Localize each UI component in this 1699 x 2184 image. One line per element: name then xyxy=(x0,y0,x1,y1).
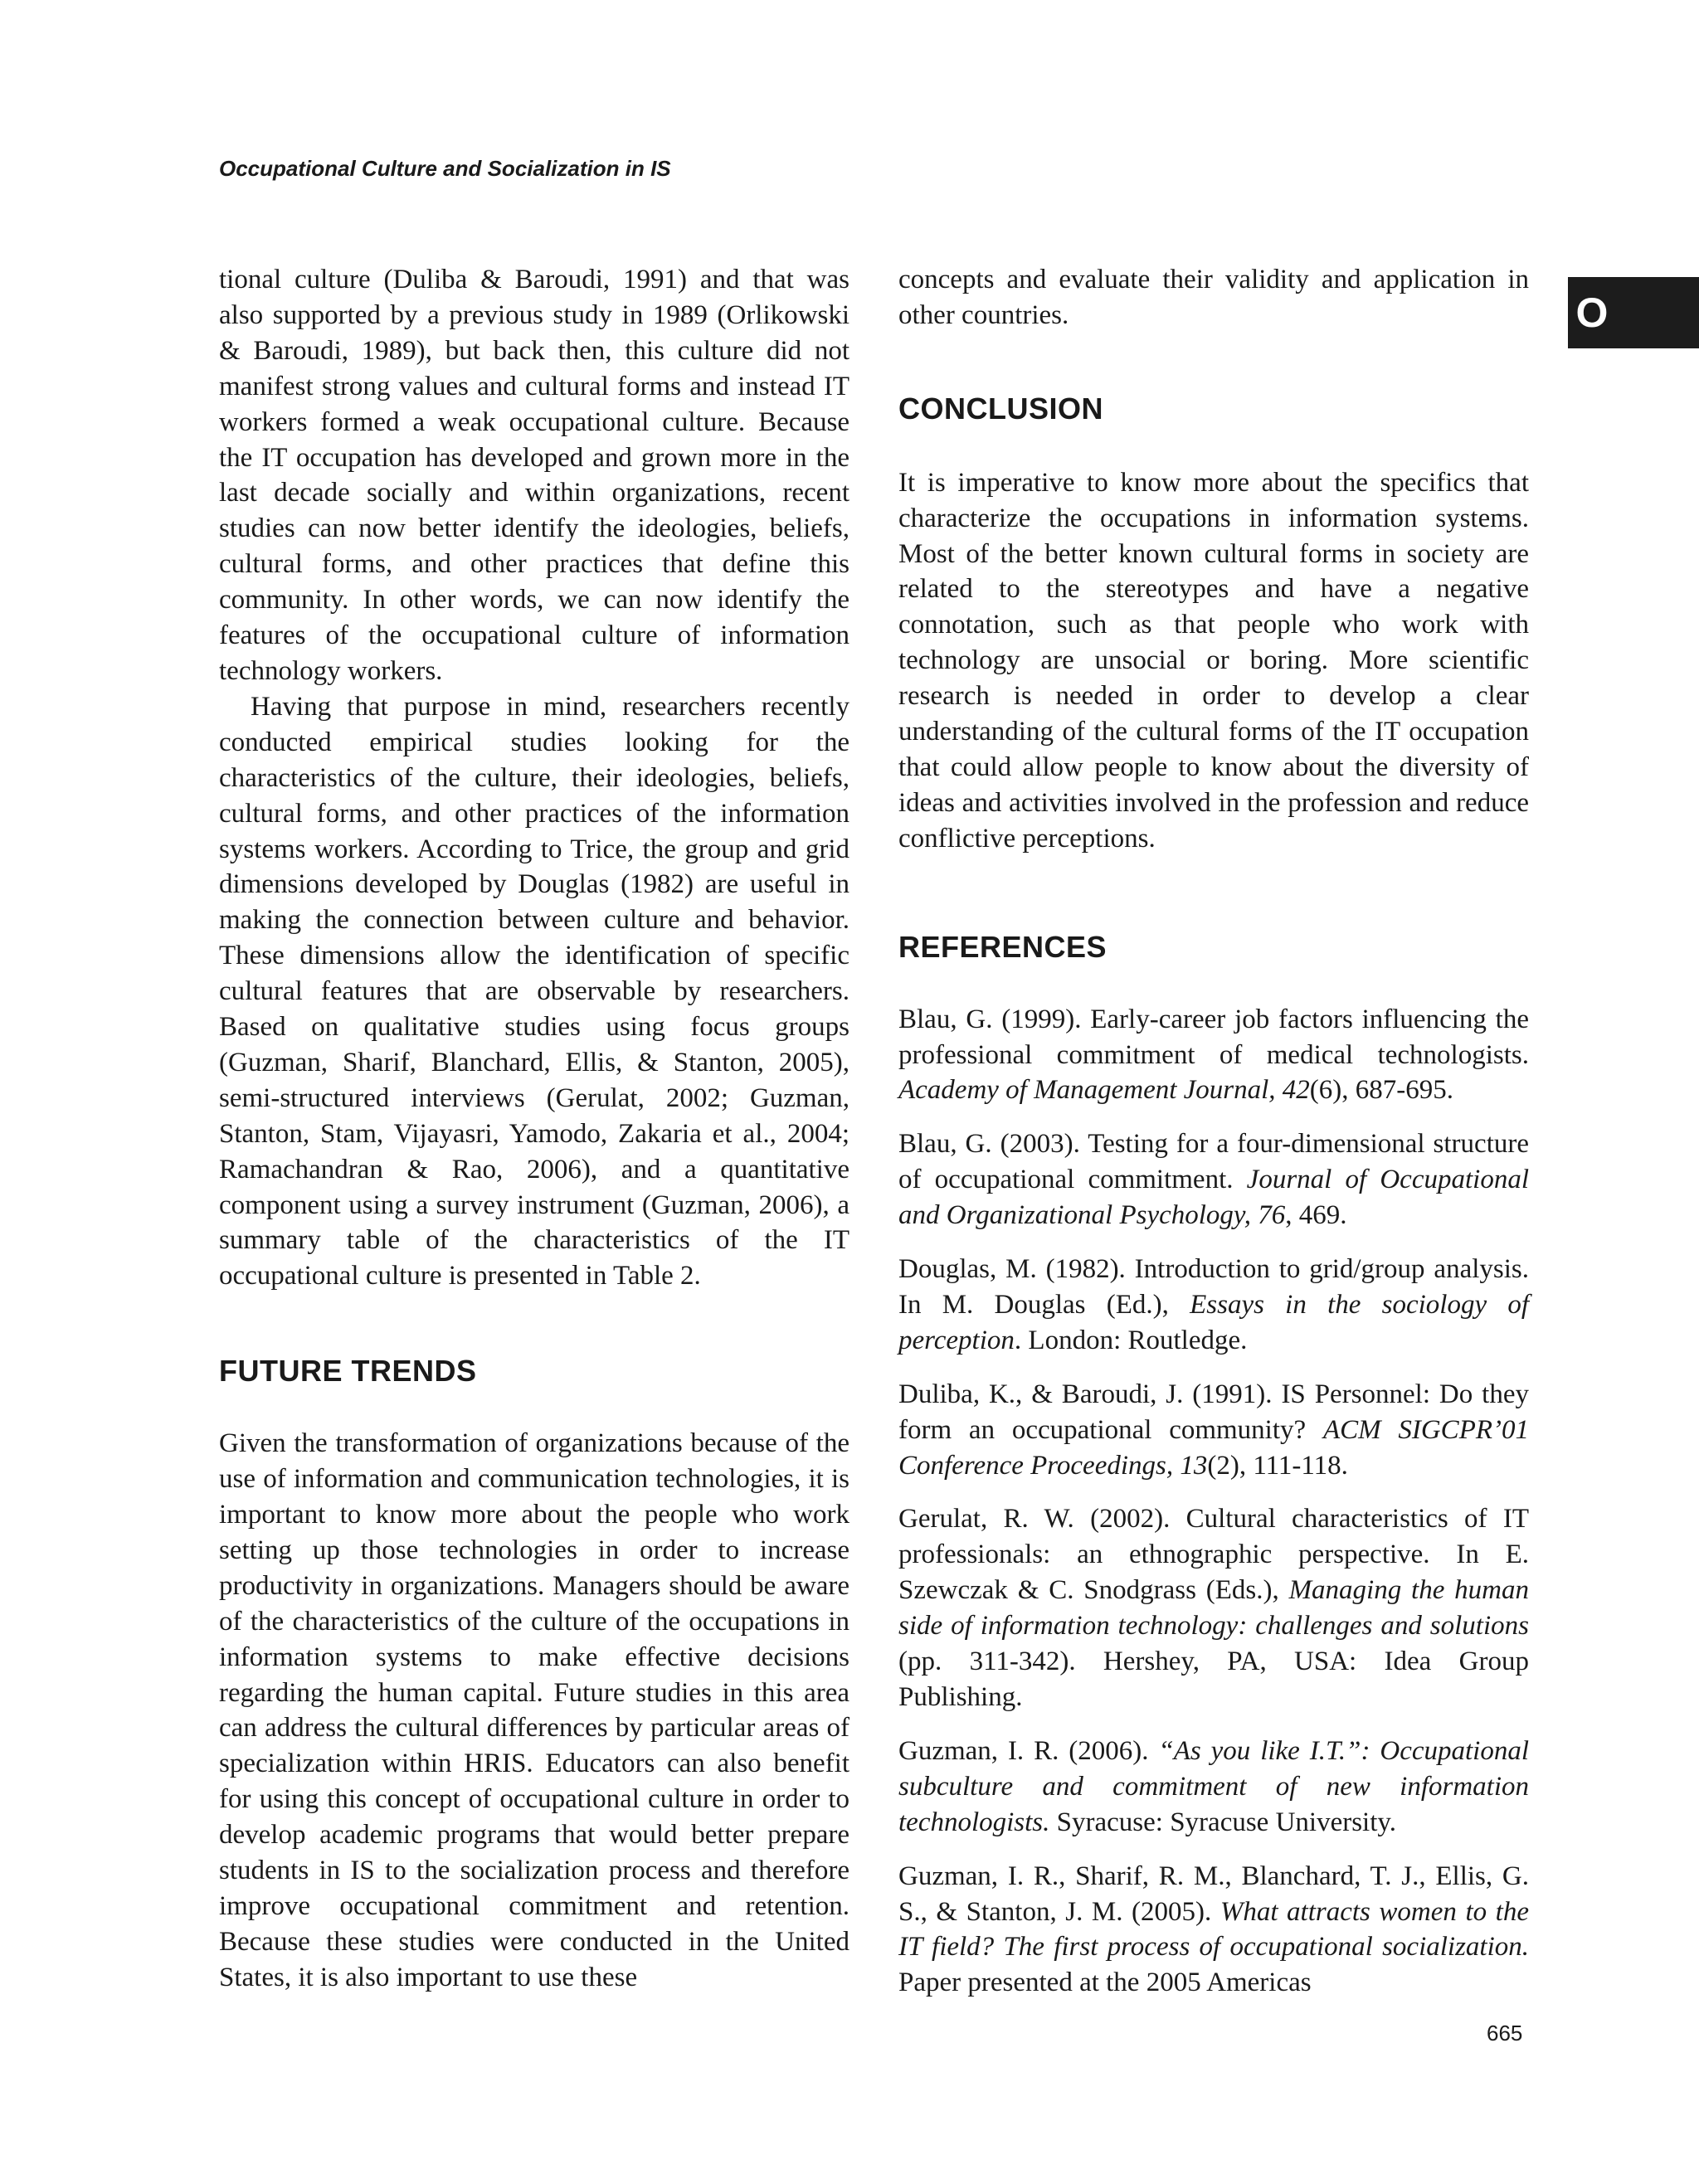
reference-entry: Blau, G. (2003). Testing for a four-dimensional structure of occupational commitment. Journal of Occupational and Organizational Psychology, 76, 469. xyxy=(898,1129,1529,1231)
running-head: Occupational Culture and Socialization in IS xyxy=(219,156,671,181)
reference-entry: Duliba, K., & Baroudi, J. (1991). IS Personnel: Do they form an occupational community? ACM SIGCPR’01 Conference Proceedings, 13(2), 111-118. xyxy=(898,1379,1530,1481)
body-paragraph: It is imperative to know more about the specifics that characterize the occupations in information systems. Most of the better known cultural forms in society are related to the stereotypes and have a negative connotation, such as that people who work with technology are unsocial or boring. More scientific research is needed in order to develop a clear understanding of the cultural forms of the IT occupation that could allow people to know about the diversity of ideas and activities involved in the profession and reduce conflictive perceptions. xyxy=(898,467,1529,854)
future-trends-heading: FUTURE TRENDS xyxy=(219,1354,477,1389)
reference-entry: Douglas, M. (1982). Introduction to grid/group analysis. In M. Douglas (Ed.), Essays in the sociology of perception. London: Routledge. xyxy=(898,1254,1529,1355)
page-number: 665 xyxy=(1487,2021,1523,2045)
reference-entry: Guzman, I. R., Sharif, R. M., Blanchard, T. J., Ellis, G. S., & Stanton, J. M. (2005). What attracts women to the IT field? The first process of occupational socialization. Paper presented at the 2005 Americas xyxy=(898,1861,1529,1998)
body-paragraph: tional culture (Duliba & Baroudi, 1991) and that was also supported by a previous study in 1989 (Orlikowski & Baroudi, 1989), but back then, this culture did not manifest strong values and cultural forms and instead IT workers formed a weak occupational culture. Because the IT occupation has developed and grown more in the last decade socially and within organizations, recent studies can now better identify the ideologies, beliefs, cultural forms, and other practices that define this community. In other words, we can now identify the features of the occupational culture of information technology workers. xyxy=(219,265,850,686)
left-column xyxy=(219,262,850,1996)
body-paragraph: Given the transformation of organizations because of the use of information and communication technologies, it is important to know more about the people who work setting up those technologies in order to increase productivity in organizations. Managers should be aware of the characteristics of the culture of the occupations in information systems to make effective decisions regarding the human capital. Future studies in this area can address the cultural differences by particular areas of specialization within HRIS. Educators can also benefit for using this concept of occupational culture in order to develop academic programs that would better prepare students in IS to the socialization process and therefore improve occupational commitment and retention. Because these studies were conducted in the United States, it is also important to use these xyxy=(219,1428,850,1992)
reference-entry: Gerulat, R. W. (2002). Cultural characteristics of IT professionals: an ethnographic perspective. In E. Szewczak & C. Snodgrass (Eds.), Managing the human side of information technology: challenges and solutions (pp. 311-342). Hershey, PA, USA: Idea Group Publishing. xyxy=(898,1504,1529,1712)
right-column xyxy=(898,262,1529,2019)
references-heading: REFERENCES xyxy=(898,929,1108,964)
section-tab-marker xyxy=(1568,277,1699,348)
reference-entry: Blau, G. (1999). Early-career job factors influencing the professional commitment of medical technologists. Academy of Management Journal, 42(6), 687-695. xyxy=(898,1004,1529,1106)
body-paragraph: Having that purpose in mind, researchers recently conducted empirical studies looking for the characteristics of the culture, their ideologies, beliefs, cultural forms, and other practices of the information systems workers. According to Trice, the group and grid dimensions developed by Douglas (1982) are useful in making the connection between culture and behavior. These dimensions allow the identification of specific cultural features that are observable by researchers. Based on qualitative studies using focus groups (Guzman, Sharif, Blanchard, Ellis, & Stanton, 2005), semi-structured interviews (Gerulat, 2002; Guzman, Stanton, Stam, Vijayasri, Yamodo, Zakaria et al., 2004; Ramachandran & Rao, 2006), and a quantitative component using a survey instrument (Guzman, 2006), a summary table of the characteristics of the IT occupational culture is presented in Table 2. xyxy=(219,691,850,1291)
reference-entry: Guzman, I. R. (2006). “As you like I.T.”: Occupational subculture and commitment of new information technologists. Syracuse: Syracuse University. xyxy=(898,1735,1529,1837)
section-tab-letter: O xyxy=(1575,289,1609,336)
body-paragraph: concepts and evaluate their validity and application in other countries. xyxy=(898,265,1529,330)
conclusion-heading: CONCLUSION xyxy=(898,391,1103,426)
